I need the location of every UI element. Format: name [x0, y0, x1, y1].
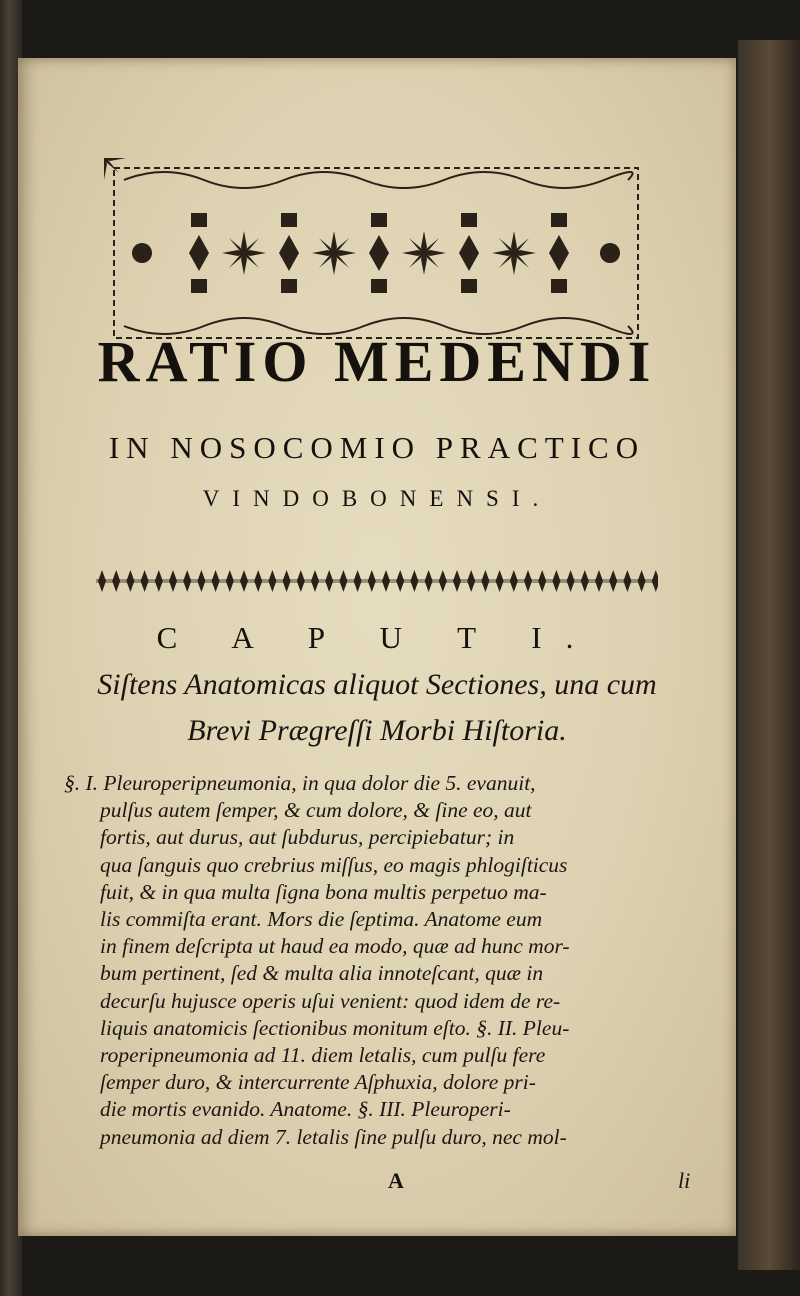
body-line: fuit, & in qua multa ſigna bona multis perpetuo ma-: [100, 879, 547, 904]
chapter-heading: C A P U T I.: [156, 620, 598, 655]
body-line: pulſus autem ſemper, & cum dolore, & ſine eo, aut: [100, 798, 532, 823]
fleuron-glyph: [510, 570, 518, 592]
fleuron-glyph: [538, 570, 546, 592]
fleuron-glyph: [595, 570, 603, 592]
fleuron-glyph: [226, 570, 234, 592]
body-line: fortis, aut durus, aut ſubdurus, percipiebatur; in: [100, 825, 515, 850]
fleuron-glyph: [297, 570, 305, 592]
body-line: roperipneumonia ad 11. diem letalis, cum pulſu fere: [100, 1043, 546, 1068]
fleuron-glyph: [240, 570, 248, 592]
body-paragraph: [64, 770, 644, 1151]
fleuron-glyph: [496, 570, 504, 592]
fleuron-glyph: [638, 570, 646, 592]
fleuron-glyph: [254, 570, 262, 592]
fleuron-glyph: [396, 570, 404, 592]
fleuron-glyph: [453, 570, 461, 592]
body-line: bum pertinent, ſed & multa alia innoteſcant, quæ in: [100, 961, 544, 986]
signature-mark: A: [388, 1168, 404, 1193]
main-title: RATIO MEDENDI: [97, 329, 657, 394]
fleuron-glyph: [609, 570, 617, 592]
book-cover-edge: [738, 40, 800, 1270]
fleuron-glyph: [481, 570, 489, 592]
fleuron-glyph: [467, 570, 475, 592]
fleuron-glyph: [169, 570, 177, 592]
title-line-2: IN NOSOCOMIO PRACTICO: [108, 430, 646, 465]
headpiece-ornament: [104, 158, 648, 348]
body-line: liquis anatomicis ſectionibus monitum eſto. §. II. Pleu-: [100, 1015, 570, 1040]
fleuron-glyph: [354, 570, 362, 592]
fleuron-glyph: [311, 570, 319, 592]
fleuron-glyph: [325, 570, 333, 592]
fleuron-glyph: [212, 570, 220, 592]
fleuron-glyph: [112, 570, 120, 592]
fleuron-divider: [96, 566, 658, 596]
fleuron-glyph: [552, 570, 560, 592]
fleuron-glyph: [155, 570, 163, 592]
fleuron-glyph: [126, 570, 134, 592]
fleuron-glyph: [141, 570, 149, 592]
body-line: pneumonia ad diem 7. letalis ſine pulſu duro, nec mol-: [100, 1124, 567, 1149]
fleuron-glyph: [382, 570, 390, 592]
chapter-subtitle-line-2: Brevi Prægreſſi Morbi Hiſtoria.: [187, 714, 567, 747]
body-line: lis commiſta erant. Mors die ſeptima. Anatome eum: [100, 907, 543, 932]
fleuron-glyph: [283, 570, 291, 592]
book-page: [18, 58, 736, 1236]
body-line: ſemper duro, & intercurrente Aſphuxia, dolore pri-: [100, 1070, 536, 1095]
fleuron-glyph: [623, 570, 631, 592]
fleuron-glyph: [410, 570, 418, 592]
fleuron-glyph: [183, 570, 191, 592]
fleuron-glyph: [567, 570, 575, 592]
title-line-3: VINDOBONENSI.: [202, 486, 552, 511]
fleuron-glyph: [425, 570, 433, 592]
fleuron-glyph: [368, 570, 376, 592]
body-line: qua ſanguis quo crebrius miſſus, eo magis phlogiſticus: [100, 852, 568, 877]
fleuron-glyph: [439, 570, 447, 592]
body-line: in finem deſcripta ut haud ea modo, quæ ad hunc mor-: [100, 934, 570, 959]
body-line: §. I. Pleuroperipneumonia, in qua dolor die 5. evanuit,: [64, 771, 536, 795]
fleuron-glyph: [652, 570, 658, 592]
catchword: li: [678, 1168, 691, 1193]
fleuron-glyph: [268, 570, 276, 592]
body-line: decurſu hujusce operis uſui venient: quod idem de re-: [100, 988, 561, 1013]
fleuron-glyph: [581, 570, 589, 592]
fleuron-glyph: [197, 570, 205, 592]
body-line: die mortis evanido. Anatome. §. III. Pleuroperi-: [100, 1097, 511, 1122]
fleuron-glyph: [339, 570, 347, 592]
chapter-subtitle-line-1: Siſtens Anatomicas aliquot Sectiones, una cum: [97, 668, 657, 701]
fleuron-glyph: [524, 570, 532, 592]
